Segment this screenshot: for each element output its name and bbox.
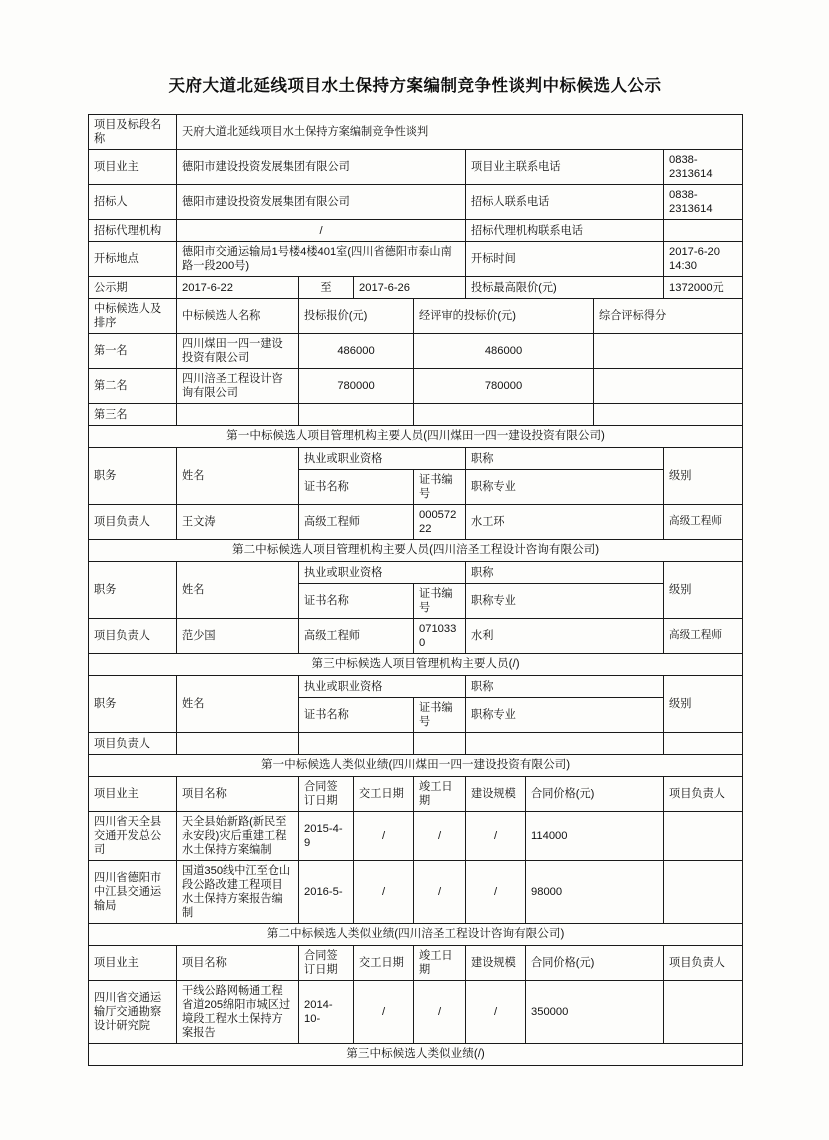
candidate-score-2 [594, 369, 743, 404]
perf-scale-1-2: / [466, 861, 526, 924]
label-agency: 招标代理机构 [89, 220, 177, 242]
table-row [89, 369, 743, 404]
value-agency-phone [664, 220, 743, 242]
candidate-name-1: 四川煤田一四一建设投资有限公司 [177, 334, 299, 369]
perf-handover-1-2: / [354, 861, 414, 924]
perf-header-price-1: 合同价格(元) [526, 777, 664, 812]
label-agency-phone: 招标代理机构联系电话 [466, 220, 664, 242]
perf-header-handover-2: 交工日期 [354, 946, 414, 981]
header-qualification-2: 执业或职业资格 [299, 562, 466, 584]
table-row [89, 1044, 743, 1066]
label-owner: 项目业主 [89, 150, 177, 185]
perf-owner-1-2: 四川省德阳市中江县交通运输局 [89, 861, 177, 924]
table-row [89, 981, 743, 1044]
perf-manager-1-1 [664, 812, 743, 861]
perf-header-project-2: 项目名称 [177, 946, 299, 981]
perf-header-signdate-2: 合同签订日期 [299, 946, 354, 981]
perf-signdate-1-2: 2016-5- [299, 861, 354, 924]
staff-level-1: 高级工程师 [664, 505, 743, 540]
table-row [89, 861, 743, 924]
staff-cert-no-2: 0710330 [414, 619, 466, 654]
perf-price-2-1: 350000 [526, 981, 664, 1044]
candidate-rank-3: 第三名 [89, 404, 177, 426]
header-candidate-name: 中标候选人名称 [177, 299, 299, 334]
perf-manager-2-1 [664, 981, 743, 1044]
value-agency: / [177, 220, 466, 242]
header-level-2: 级别 [664, 562, 743, 619]
value-bid-time: 2017-6-20 14:30 [664, 242, 743, 277]
header-title-group-1: 职称 [466, 448, 664, 470]
section-title-staff-2: 第二中标候选人项目管理机构主要人员(四川涪圣工程设计咨询有限公司) [89, 540, 743, 562]
header-cert-name-1: 证书名称 [299, 470, 414, 505]
section-title-performance-2: 第二中标候选人类似业绩(四川涪圣工程设计咨询有限公司) [89, 924, 743, 946]
label-owner-phone: 项目业主联系电话 [466, 150, 664, 185]
table-row [89, 220, 743, 242]
perf-project-1-2: 国道350线中江至仓山段公路改建工程项目水土保持方案报告编制 [177, 861, 299, 924]
table-row [89, 733, 743, 755]
candidate-rank-1: 第一名 [89, 334, 177, 369]
header-qualification-3: 执业或职业资格 [299, 676, 466, 698]
table-row [89, 150, 743, 185]
perf-handover-1-1: / [354, 812, 414, 861]
candidate-rank-2: 第二名 [89, 369, 177, 404]
value-owner: 德阳市建设投资发展集团有限公司 [177, 150, 466, 185]
header-total-score: 综合评标得分 [594, 299, 743, 334]
perf-completion-2-1: / [414, 981, 466, 1044]
header-cert-no-2: 证书编号 [414, 584, 466, 619]
perf-header-manager-2: 项目负责人 [664, 946, 743, 981]
perf-owner-1-1: 四川省天全县交通开发总公司 [89, 812, 177, 861]
header-cert-no-1: 证书编号 [414, 470, 466, 505]
value-bid-location: 德阳市交通运输局1号楼4楼401室(四川省德阳市泰山南路一段200号) [177, 242, 466, 277]
staff-level-3 [664, 733, 743, 755]
value-tenderee-phone: 0838-2313614 [664, 185, 743, 220]
perf-completion-1-2: / [414, 861, 466, 924]
header-candidate-rank: 中标候选人及排序 [89, 299, 177, 334]
perf-header-project-1: 项目名称 [177, 777, 299, 812]
perf-project-1-1: 天全县始新路(新民至永安段)灾后重建工程水土保持方案编制 [177, 812, 299, 861]
header-post-1: 职务 [89, 448, 177, 505]
candidate-bid-3 [299, 404, 414, 426]
staff-name-3 [177, 733, 299, 755]
staff-cert-no-1: 00057222 [414, 505, 466, 540]
perf-manager-1-2 [664, 861, 743, 924]
perf-scale-1-1: / [466, 812, 526, 861]
staff-level-2: 高级工程师 [664, 619, 743, 654]
perf-price-1-2: 98000 [526, 861, 664, 924]
candidate-reviewed-3 [414, 404, 594, 426]
perf-header-manager-1: 项目负责人 [664, 777, 743, 812]
publicity-separator: 至 [299, 277, 354, 299]
notice-table [88, 114, 743, 1066]
perf-header-scale-2: 建设规模 [466, 946, 526, 981]
table-row [89, 277, 743, 299]
header-cert-name-3: 证书名称 [299, 698, 414, 733]
header-name-3: 姓名 [177, 676, 299, 733]
header-post-3: 职务 [89, 676, 177, 733]
table-row [89, 185, 743, 220]
header-cert-no-3: 证书编号 [414, 698, 466, 733]
header-level-1: 级别 [664, 448, 743, 505]
header-post-2: 职务 [89, 562, 177, 619]
header-title-group-3: 职称 [466, 676, 664, 698]
value-max-price: 1372000元 [664, 277, 743, 299]
staff-post-3: 项目负责人 [89, 733, 177, 755]
label-tenderee-phone: 招标人联系电话 [466, 185, 664, 220]
perf-price-1-1: 114000 [526, 812, 664, 861]
value-publicity-to: 2017-6-26 [354, 277, 466, 299]
perf-header-handover-1: 交工日期 [354, 777, 414, 812]
value-publicity-from: 2017-6-22 [177, 277, 299, 299]
staff-cert-name-3 [299, 733, 414, 755]
header-reviewed-price: 经评审的投标价(元) [414, 299, 594, 334]
table-row [89, 619, 743, 654]
perf-header-scale-1: 建设规模 [466, 777, 526, 812]
staff-post-1: 项目负责人 [89, 505, 177, 540]
staff-name-2: 范少国 [177, 619, 299, 654]
perf-owner-2-1: 四川省交通运输厅交通勘察设计研究院 [89, 981, 177, 1044]
label-project-name: 项目及标段名称 [89, 115, 177, 150]
perf-header-completion-2: 竣工日期 [414, 946, 466, 981]
perf-scale-2-1: / [466, 981, 526, 1044]
table-row [89, 115, 743, 150]
candidate-name-2: 四川涪圣工程设计咨询有限公司 [177, 369, 299, 404]
staff-cert-name-1: 高级工程师 [299, 505, 414, 540]
candidate-bid-2: 780000 [299, 369, 414, 404]
label-tenderee: 招标人 [89, 185, 177, 220]
table-row [89, 777, 743, 812]
header-name-2: 姓名 [177, 562, 299, 619]
table-row [89, 676, 743, 698]
perf-completion-1-1: / [414, 812, 466, 861]
header-level-3: 级别 [664, 676, 743, 733]
perf-header-price-2: 合同价格(元) [526, 946, 664, 981]
table-row [89, 426, 743, 448]
candidate-reviewed-1: 486000 [414, 334, 594, 369]
section-title-performance-3: 第三中标候选人类似业绩(/) [89, 1044, 743, 1066]
header-title-major-3: 职称专业 [466, 698, 664, 733]
staff-cert-name-2: 高级工程师 [299, 619, 414, 654]
candidate-score-3 [594, 404, 743, 426]
candidate-reviewed-2: 780000 [414, 369, 594, 404]
table-row [89, 448, 743, 470]
staff-title-major-2: 水利 [466, 619, 664, 654]
candidate-bid-1: 486000 [299, 334, 414, 369]
perf-signdate-2-1: 2014-10- [299, 981, 354, 1044]
table-row [89, 242, 743, 277]
table-row [89, 334, 743, 369]
header-bid-price: 投标报价(元) [299, 299, 414, 334]
section-title-staff-3: 第三中标候选人项目管理机构主要人员(/) [89, 654, 743, 676]
staff-title-major-1: 水工环 [466, 505, 664, 540]
section-title-performance-1: 第一中标候选人类似业绩(四川煤田一四一建设投资有限公司) [89, 755, 743, 777]
table-row [89, 946, 743, 981]
staff-post-2: 项目负责人 [89, 619, 177, 654]
perf-project-2-1: 干线公路网畅通工程省道205绵阳市城区过境段工程水土保持方案报告 [177, 981, 299, 1044]
table-row [89, 755, 743, 777]
section-title-staff-1: 第一中标候选人项目管理机构主要人员(四川煤田一四一建设投资有限公司) [89, 426, 743, 448]
candidate-name-3 [177, 404, 299, 426]
perf-signdate-1-1: 2015-4-9 [299, 812, 354, 861]
table-row [89, 654, 743, 676]
header-name-1: 姓名 [177, 448, 299, 505]
table-row [89, 540, 743, 562]
label-max-price: 投标最高限价(元) [466, 277, 664, 299]
value-project-name: 天府大道北延线项目水土保持方案编制竞争性谈判 [177, 115, 743, 150]
label-bid-location: 开标地点 [89, 242, 177, 277]
value-tenderee: 德阳市建设投资发展集团有限公司 [177, 185, 466, 220]
table-row [89, 505, 743, 540]
value-owner-phone: 0838-2313614 [664, 150, 743, 185]
header-qualification-1: 执业或职业资格 [299, 448, 466, 470]
table-row [89, 924, 743, 946]
perf-handover-2-1: / [354, 981, 414, 1044]
perf-header-signdate-1: 合同签订日期 [299, 777, 354, 812]
label-publicity-period: 公示期 [89, 277, 177, 299]
header-title-group-2: 职称 [466, 562, 664, 584]
staff-name-1: 王文涛 [177, 505, 299, 540]
table-row [89, 404, 743, 426]
notice-sheet [88, 72, 742, 1066]
page-title: 天府大道北延线项目水土保持方案编制竞争性谈判中标候选人公示 [168, 76, 662, 95]
perf-header-owner-1: 项目业主 [89, 777, 177, 812]
label-bid-time: 开标时间 [466, 242, 664, 277]
table-row [89, 562, 743, 584]
table-row [89, 812, 743, 861]
table-row [89, 299, 743, 334]
staff-cert-no-3 [414, 733, 466, 755]
header-title-major-1: 职称专业 [466, 470, 664, 505]
header-cert-name-2: 证书名称 [299, 584, 414, 619]
candidate-score-1 [594, 334, 743, 369]
perf-header-owner-2: 项目业主 [89, 946, 177, 981]
header-title-major-2: 职称专业 [466, 584, 664, 619]
staff-title-major-3 [466, 733, 664, 755]
perf-header-completion-1: 竣工日期 [414, 777, 466, 812]
